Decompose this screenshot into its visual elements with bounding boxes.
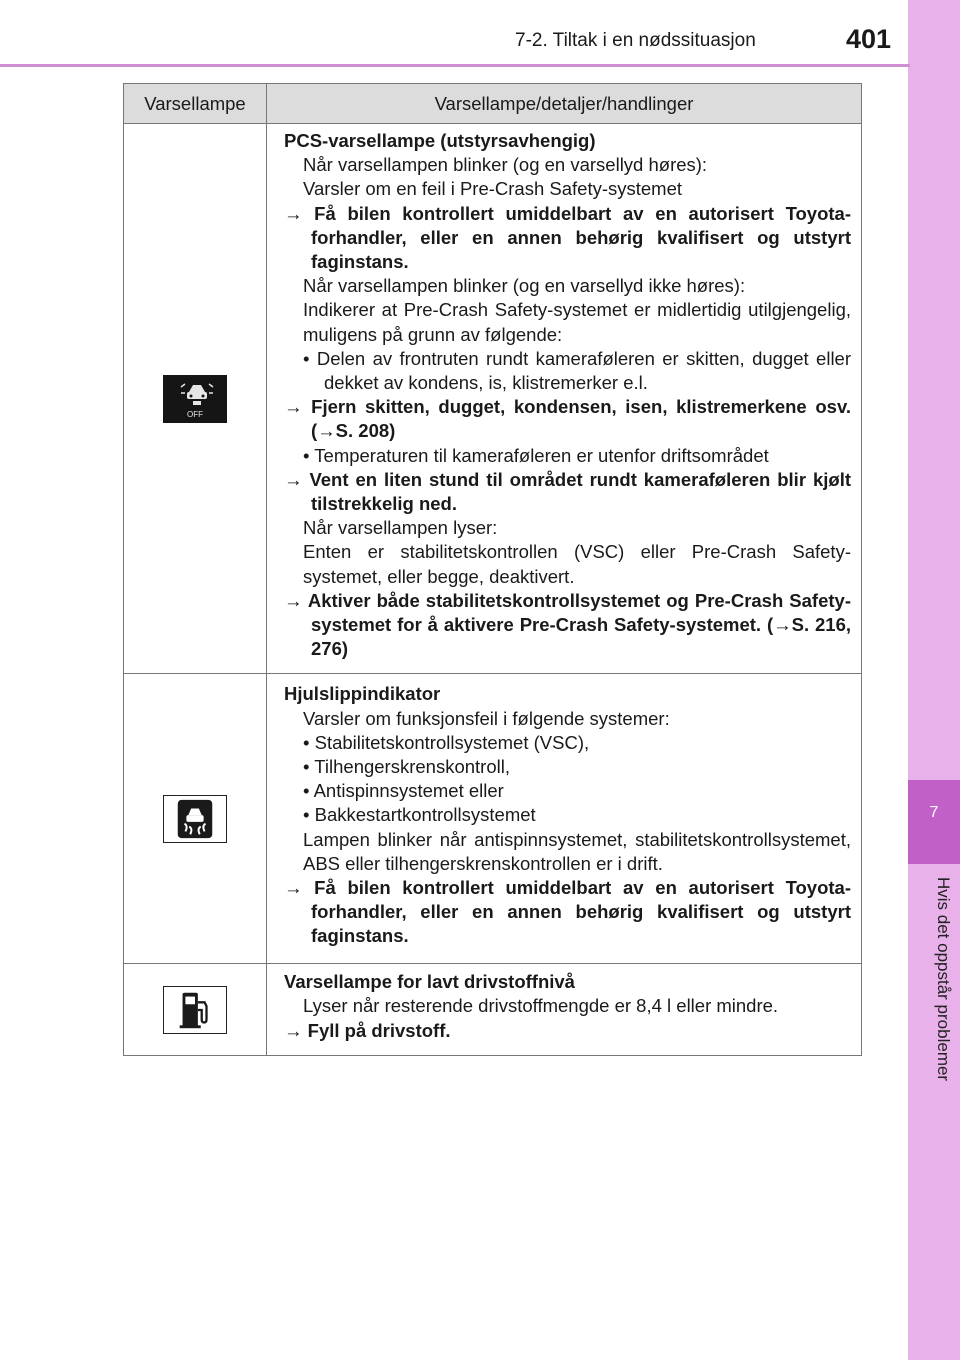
icon-cell	[124, 964, 267, 1056]
action-text: → Vent en liten stund til området rundt kameraføleren blir kjølt tilstrekkelig ned.	[284, 468, 851, 515]
pcs-off-label: OFF	[187, 409, 203, 419]
condition-text: Når varsellampen blinker (og en varsellyd høres):	[303, 154, 708, 176]
icon-cell	[124, 124, 267, 674]
description-text: Varsler om funksjonsfeil i følgende systemer:	[303, 707, 670, 729]
table-row	[124, 964, 862, 1056]
action-text: → Få bilen kontrollert umiddelbart av en autorisert Toyota-forhandler, eller en annen behørig kvalifisert og utstyrt faginstans.	[284, 876, 851, 947]
fuel-pump-icon	[163, 986, 227, 1034]
details-cell	[267, 964, 862, 1056]
lamp-title: PCS-varsellampe (utstyrsavhengig)	[284, 130, 596, 151]
column-header-details: Varsellampe/detaljer/handlinger	[267, 84, 862, 124]
page-number: 401	[846, 24, 892, 54]
table-row	[124, 124, 862, 674]
bullet-item: • Delen av frontruten rundt kameraføleren er skitten, dugget eller dekket av kondens, is, klistremerker e.l.	[303, 347, 851, 394]
condition-text: Når varsellampen blinker (og en varsellyd ikke høres):	[303, 275, 746, 297]
description-text: Lampen blinker når antispinnsystemet, stabilitetskontrollsystemet, ABS eller tilhengerskrenskontrollen er i drift.	[303, 828, 851, 874]
section-title: 7-2. Tiltak i en nødssituasjon	[515, 30, 756, 51]
header-rule	[0, 64, 910, 67]
condition-text: Når varsellampen lyser:	[303, 517, 498, 539]
pcs-warning-light-icon	[163, 375, 227, 423]
slip-indicator-icon	[163, 795, 227, 843]
warning-lights-table	[123, 83, 862, 1056]
bullet-item: • Tilhengerskrenskontroll,	[303, 755, 510, 777]
chapter-title: Hvis det oppstår problemer	[934, 877, 953, 1082]
table-row	[124, 674, 862, 964]
action-text: → Få bilen kontrollert umiddelbart av en autorisert Toyota-forhandler, eller en annen behørig kvalifisert og utstyrt faginstans.	[284, 202, 851, 273]
bullet-item: • Temperaturen til kameraføleren er utenfor driftsområdet	[303, 444, 769, 466]
bullet-item: • Antispinnsystemet eller	[303, 780, 504, 802]
description-text: Enten er stabilitetskontrollen (VSC) eller Pre-Crash Safety-systemet, eller begge, deaktivert.	[303, 541, 851, 587]
action-text: → Fyll på drivstoff.	[284, 1019, 451, 1041]
details-cell	[267, 674, 862, 964]
chapter-number-box	[908, 780, 960, 864]
bullet-item: • Stabilitetskontrollsystemet (VSC),	[303, 731, 590, 753]
chapter-number: 7	[929, 804, 939, 821]
lamp-title: Varsellampe for lavt drivstoffnivå	[284, 971, 575, 993]
description-text: Lyser når resterende drivstoffmengde er 8,4 l eller mindre.	[303, 995, 779, 1017]
icon-cell	[124, 674, 267, 964]
column-header-lamp: Varsellampe	[124, 84, 267, 124]
details-cell	[267, 124, 862, 674]
table-header-row	[124, 84, 862, 124]
description-text: Varsler om en feil i Pre-Crash Safety-systemet	[303, 178, 683, 200]
action-text: → Aktiver både stabilitetskontrollsystemet og Pre-Crash Safety-systemet for å aktivere Pre-Crash Safety-systemet. (→S. 216, 276)	[284, 589, 851, 660]
description-text: Indikerer at Pre-Crash Safety-systemet er midlertidig utilgjengelig, muligens på grunn av følgende:	[303, 299, 851, 345]
bullet-item: • Bakkestartkontrollsystemet	[303, 804, 536, 826]
action-text: → Fjern skitten, dugget, kondensen, isen, klistremerkene osv. (→S. 208)	[284, 396, 851, 442]
lamp-title: Hjulslippindikator	[284, 683, 441, 705]
